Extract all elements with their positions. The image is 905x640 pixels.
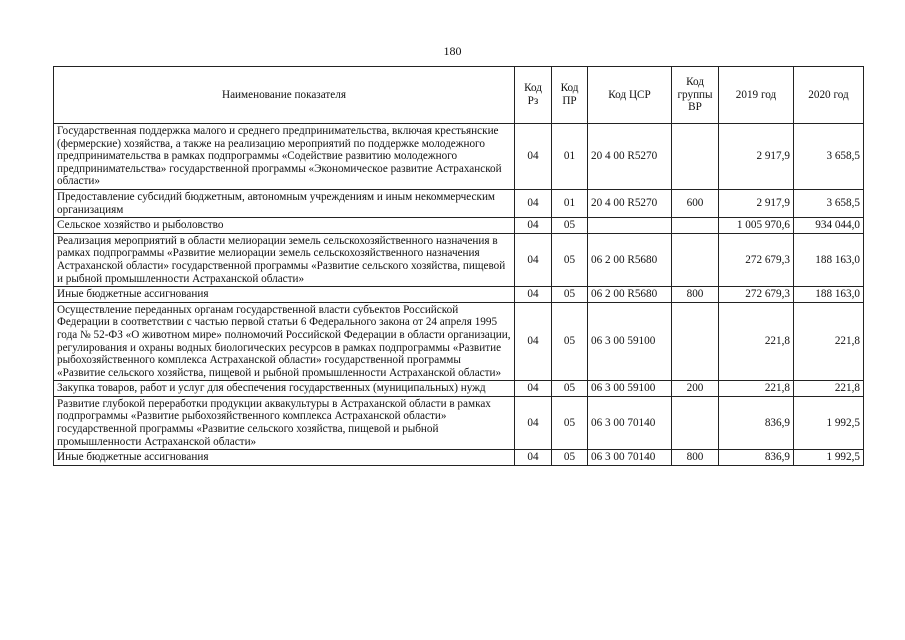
- table-cell-pr: 05: [552, 287, 588, 303]
- table-cell-2019: 272 679,3: [719, 233, 794, 286]
- table-cell-rz: 04: [515, 124, 552, 190]
- column-header-name: Наименование показателя: [54, 67, 515, 124]
- table-row: [54, 287, 864, 303]
- column-header-2020: 2020 год: [794, 67, 864, 124]
- table-cell-vr: [672, 218, 719, 234]
- table-cell-2020: 1 992,5: [794, 396, 864, 449]
- column-header-vr: Код группы ВР: [672, 67, 719, 124]
- table-cell-rz: 04: [515, 396, 552, 449]
- table-row: [54, 218, 864, 234]
- table-cell-name: Осуществление переданных органам государственной власти субъектов Российской Федерации в соответствии с частью первой статьи 6 Федерального закона от 24 апреля 1995 года № 52-ФЗ «О животном мире» полномочий Российской Федерации в области организации, регулирования и охраны водных биологических ресурсов в рамках подпрограммы «Развитие рыбохозяйственного комплекса Астраханской области» государственной программы «Развитие сельского хозяйства, пищевой и рыбной промышленности Астраханской области»: [54, 302, 515, 381]
- table-cell-2020: 3 658,5: [794, 189, 864, 217]
- table-cell-pr: 01: [552, 189, 588, 217]
- column-header-pr: Код ПР: [552, 67, 588, 124]
- table-cell-2019: 1 005 970,6: [719, 218, 794, 234]
- page-number: 180: [443, 44, 462, 58]
- table-cell-csr: [588, 218, 672, 234]
- table-cell-2020: 1 992,5: [794, 450, 864, 466]
- table-cell-name: Реализация мероприятий в области мелиорации земель сельскохозяйственного назначения в рамках подпрограммы «Развитие мелиорации земель сельскохозяйственного назначения Астраханской области» государственной программы «Развитие сельского хозяйства, пищевой и рыбной промышленности Астраханской области»: [54, 233, 515, 286]
- table-row: [54, 302, 864, 381]
- table-cell-pr: 05: [552, 233, 588, 286]
- table-cell-vr: 200: [672, 381, 719, 397]
- table-row: [54, 396, 864, 449]
- table-cell-rz: 04: [515, 450, 552, 466]
- table-cell-rz: 04: [515, 218, 552, 234]
- table-cell-2019: 2 917,9: [719, 124, 794, 190]
- table-cell-vr: 800: [672, 450, 719, 466]
- table-cell-2020: 3 658,5: [794, 124, 864, 190]
- table-cell-rz: 04: [515, 302, 552, 381]
- table-cell-2019: 836,9: [719, 450, 794, 466]
- table-cell-vr: [672, 233, 719, 286]
- table-row: [54, 189, 864, 217]
- table-cell-csr: 06 3 00 70140: [588, 450, 672, 466]
- table-cell-csr: 06 2 00 R5680: [588, 233, 672, 286]
- table-cell-2019: 221,8: [719, 302, 794, 381]
- table-row: [54, 233, 864, 286]
- table-cell-rz: 04: [515, 381, 552, 397]
- table-cell-name: Развитие глубокой переработки продукции аквакультуры в Астраханской области в рамках подпрограммы «Развитие рыбохозяйственного комплекса Астраханской области» государственной программы «Развитие сельского хозяйства, пищевой и рыбной промышленности Астраханской области»: [54, 396, 515, 449]
- table-cell-name: Закупка товаров, работ и услуг для обеспечения государственных (муниципальных) нужд: [54, 381, 515, 397]
- table-cell-pr: 01: [552, 124, 588, 190]
- table-cell-2020: 188 163,0: [794, 233, 864, 286]
- table-cell-2020: 188 163,0: [794, 287, 864, 303]
- table-cell-csr: 20 4 00 R5270: [588, 189, 672, 217]
- table-cell-pr: 05: [552, 381, 588, 397]
- table-cell-2019: 2 917,9: [719, 189, 794, 217]
- table-cell-pr: 05: [552, 450, 588, 466]
- table-cell-name: Предоставление субсидий бюджетным, автономным учреждениям и иным некоммерческим организациям: [54, 189, 515, 217]
- table-cell-2020: 934 044,0: [794, 218, 864, 234]
- table-cell-csr: 06 3 00 59100: [588, 381, 672, 397]
- table-cell-2019: 221,8: [719, 381, 794, 397]
- table-header-row: [54, 67, 864, 124]
- table-row: [54, 450, 864, 466]
- table-cell-csr: 20 4 00 R5270: [588, 124, 672, 190]
- table-cell-name: Иные бюджетные ассигнования: [54, 287, 515, 303]
- table-cell-rz: 04: [515, 287, 552, 303]
- table-cell-rz: 04: [515, 233, 552, 286]
- table-cell-name: Сельское хозяйство и рыболовство: [54, 218, 515, 234]
- table-cell-vr: [672, 302, 719, 381]
- table-cell-vr: 800: [672, 287, 719, 303]
- table-cell-vr: [672, 124, 719, 190]
- budget-table: [53, 66, 864, 466]
- table-cell-name: Государственная поддержка малого и среднего предпринимательства, включая крестьянские (фермерские) хозяйства, а также на реализацию мероприятий по поддержке молодежного предпринимательства в рамках подпрограммы «Содействие развитию молодежного предпринимательства» государственной программы «Экономическое развитие Астраханской области»: [54, 124, 515, 190]
- table-cell-vr: [672, 396, 719, 449]
- table-cell-rz: 04: [515, 189, 552, 217]
- table-cell-csr: 06 3 00 70140: [588, 396, 672, 449]
- column-header-2019: 2019 год: [719, 67, 794, 124]
- table-cell-2020: 221,8: [794, 302, 864, 381]
- table-cell-name: Иные бюджетные ассигнования: [54, 450, 515, 466]
- table-cell-2020: 221,8: [794, 381, 864, 397]
- table-cell-2019: 836,9: [719, 396, 794, 449]
- table-cell-pr: 05: [552, 218, 588, 234]
- table-row: [54, 124, 864, 190]
- table-cell-vr: 600: [672, 189, 719, 217]
- table-cell-2019: 272 679,3: [719, 287, 794, 303]
- table-row: [54, 381, 864, 397]
- table-cell-pr: 05: [552, 396, 588, 449]
- table-cell-csr: 06 2 00 R5680: [588, 287, 672, 303]
- table-cell-pr: 05: [552, 302, 588, 381]
- column-header-rz: Код Рз: [515, 67, 552, 124]
- column-header-csr: Код ЦСР: [588, 67, 672, 124]
- table-cell-csr: 06 3 00 59100: [588, 302, 672, 381]
